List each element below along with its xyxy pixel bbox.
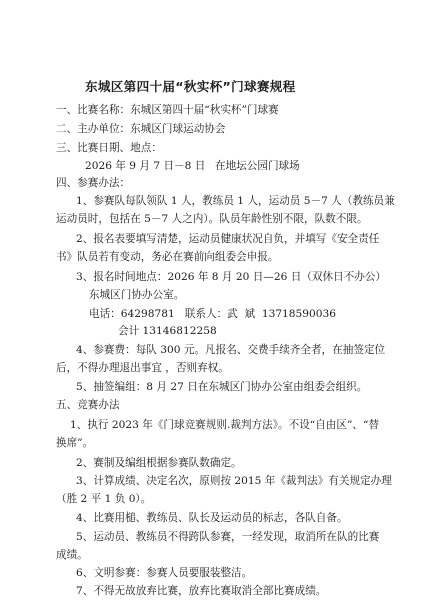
section-4-heading: 四、参赛办法： [56,177,131,189]
section-5-item-5-line-1: 5、运动员、教练员不得跨队参赛，一经发现，取消所在队的比赛 [76,531,380,543]
section-4-accountant-phone: 会计 13146812258 [118,325,217,337]
section-5-item-6: 6、文明参赛：参赛人员要服装整洁。 [76,567,253,579]
document-title: 东城区第四十届“秋实杯”门球赛规程 [85,79,296,94]
section-5-item-5-line-2: 成绩。 [56,549,88,561]
section-5-item-7: 7、不得无故放弃比赛，放弃比赛取消全部比赛成绩。 [76,585,327,597]
section-4-item-4-line-2: 后，不得办理退出事宜 ，否则弃权。 [56,362,229,374]
section-3-heading: 三、比赛日期、地点： [56,142,162,154]
section-5-item-3-line-1: 3、计算成绩、决定名次，原则按 2015 年《裁判法》有关规定办理 [76,475,392,487]
section-4-item-1-line-1: 1、参赛队每队领队 1 人，教练员 1 人，运动员 5－7 人（教练员兼 [76,195,395,207]
section-4-item-3-line-1: 3、报名时间地点：2026 年 8 月 20 日—26 日（双休日不办公） [76,271,387,283]
section-2-organizer: 二、主办单位：东城区门球运动协会 [56,123,226,135]
section-4-item-2-line-1: 2、报名表要填写清楚，运动员健康状况自负，并填写《安全责任 [76,233,380,245]
section-4-item-1-line-2: 运动员时，包括在 5－7 人之内）。队员年龄性别不限，队数不限。 [56,213,368,225]
section-4-item-5: 5、抽签编组：8 月 27 日在东城区门协办公室由组委会组织。 [76,381,368,393]
section-5-item-1-line-2: 换席”。 [56,437,94,449]
section-5-item-3-line-2: （胜 2 平 1 负 0）。 [56,493,152,505]
section-5-item-1-line-1: 1、执行 2023 年《门球竞赛规则.裁判方法》。不设“自由区”、“替 [70,419,379,431]
section-1-name: 一、比赛名称：东城区第四十届“秋实杯”门球赛 [56,104,279,116]
section-4-contact-phone: 电话：64298781 联系人：武 斌 13718590036 [89,308,336,320]
section-5-item-2: 2、赛制及编组根据参赛队数确定。 [76,457,242,469]
section-4-item-4-line-1: 4、参赛费：每队 300 元。凡报名、交费手续齐全者，在抽签定位 [76,344,386,356]
section-3-venue: 在地坛公园门球场 [215,160,300,172]
section-3-date: 2026 年 9 月 7 日－8 日 [85,160,206,172]
section-4-item-3-line-2: 东城区门协办公室。 [89,289,185,301]
section-4-item-2-line-2: 书》队员若有变动，务必在赛前向组委会申报。 [56,251,279,263]
section-5-item-4: 4、比赛用槌、教练员、队长及运动员的标志，各队自备。 [76,512,348,524]
section-5-heading: 五、竞赛办法 [56,399,120,411]
